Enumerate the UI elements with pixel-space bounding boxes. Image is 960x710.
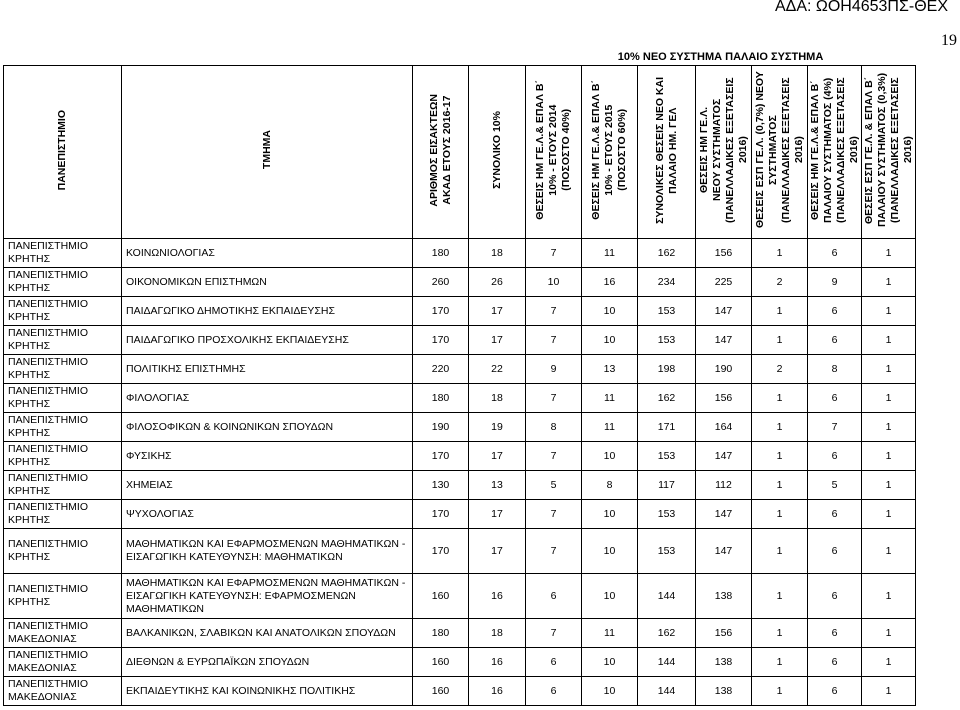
value-cell: 1 [752, 619, 808, 648]
value-cell: 1 [752, 239, 808, 268]
value-cell: 156 [696, 384, 752, 413]
value-cell: 6 [808, 442, 862, 471]
value-cell: 6 [808, 239, 862, 268]
value-cell: 7 [526, 619, 582, 648]
ada-stamp: ΑΔΑ: ΩΟΗ4653ΠΣ-ΘΕΧ [774, 0, 948, 15]
value-cell: 10 [582, 442, 638, 471]
value-cell: 6 [808, 529, 862, 574]
value-cell: 1 [752, 471, 808, 500]
value-cell: 1 [752, 442, 808, 471]
value-cell: 8 [582, 471, 638, 500]
value-cell: 1 [752, 574, 808, 619]
university-cell: ΠΑΝΕΠΙΣΤΗΜΙΟ ΜΑΚΕΔΟΝΙΑΣ [4, 619, 122, 648]
table-row [4, 326, 916, 355]
value-cell: 162 [638, 239, 696, 268]
value-cell: 138 [696, 648, 752, 677]
value-cell: 1 [862, 384, 916, 413]
value-cell: 1 [862, 239, 916, 268]
value-cell: 11 [582, 413, 638, 442]
table-row [4, 574, 916, 619]
value-cell: 17 [469, 500, 526, 529]
value-cell: 10 [582, 574, 638, 619]
university-cell: ΠΑΝΕΠΙΣΤΗΜΙΟ ΚΡΗΤΗΣ [4, 355, 122, 384]
value-cell: 234 [638, 268, 696, 297]
value-cell: 160 [413, 648, 469, 677]
value-cell: 1 [752, 529, 808, 574]
value-cell: 190 [696, 355, 752, 384]
value-cell: 147 [696, 326, 752, 355]
value-cell: 6 [808, 326, 862, 355]
value-cell: 162 [638, 384, 696, 413]
admissions-table [3, 49, 916, 706]
university-cell: ΠΑΝΕΠΙΣΤΗΜΙΟ ΚΡΗΤΗΣ [4, 326, 122, 355]
page-number: 19 [941, 32, 957, 49]
value-cell: 153 [638, 326, 696, 355]
value-cell: 180 [413, 384, 469, 413]
value-cell: 164 [696, 413, 752, 442]
value-cell: 6 [808, 297, 862, 326]
value-cell: 170 [413, 297, 469, 326]
value-cell: 18 [469, 384, 526, 413]
value-cell: 1 [752, 384, 808, 413]
table-row [4, 529, 916, 574]
col-2015-label: ΘΕΣΕΙΣ ΗΜ ΓΕ.Λ.& ΕΠΑΛ Β΄ 10% - ΕΤΟΥΣ 2015 (ΠΟΣΟΣΤΟ 60%) [590, 80, 628, 220]
header-band: 10% ΝΕΟ ΣΥΣΤΗΜΑ ΠΑΛΑΙΟ ΣΥΣΤΗΜΑ [526, 49, 916, 66]
col-university-label: ΠΑΝΕΠΙΣΤΗΜΙΟ [56, 109, 68, 191]
university-cell: ΠΑΝΕΠΙΣΤΗΜΙΟ ΜΑΚΕΔΟΝΙΑΣ [4, 677, 122, 706]
value-cell: 147 [696, 442, 752, 471]
value-cell: 16 [469, 648, 526, 677]
value-cell: 153 [638, 297, 696, 326]
department-cell: ΦΙΛΟΛΟΓΙΑΣ [122, 384, 413, 413]
value-cell: 130 [413, 471, 469, 500]
value-cell: 8 [808, 355, 862, 384]
col-new-system-header [696, 66, 752, 239]
col-2014-label: ΘΕΣΕΙΣ ΗΜ ΓΕ.Λ.& ΕΠΑΛ Β΄ 10% - ΕΤΟΥΣ 2014 (ΠΟΣΟΣΤΟ 40%) [534, 80, 572, 220]
value-cell: 10 [582, 648, 638, 677]
department-cell: ΜΑΘΗΜΑΤΙΚΩΝ ΚΑΙ ΕΦΑΡΜΟΣΜΕΝΩΝ ΜΑΘΗΜΑΤΙΚΩΝ - ΕΙΣΑΓΩΓΙΚΗ ΚΑΤΕΥΘΥΝΣΗ: ΜΑΘΗΜΑΤΙΚΩΝ [122, 529, 413, 574]
department-cell: ΦΥΣΙΚΗΣ [122, 442, 413, 471]
value-cell: 18 [469, 239, 526, 268]
value-cell: 26 [469, 268, 526, 297]
value-cell: 18 [469, 619, 526, 648]
value-cell: 160 [413, 677, 469, 706]
value-cell: 5 [526, 471, 582, 500]
value-cell: 153 [638, 529, 696, 574]
value-cell: 112 [696, 471, 752, 500]
department-cell: ΟΙΚΟΝΟΜΙΚΩΝ ΕΠΙΣΤΗΜΩΝ [122, 268, 413, 297]
col-esp-new-header [752, 66, 808, 239]
value-cell: 17 [469, 297, 526, 326]
value-cell: 1 [862, 268, 916, 297]
value-cell: 171 [638, 413, 696, 442]
university-cell: ΠΑΝΕΠΙΣΤΗΜΙΟ ΚΡΗΤΗΣ [4, 442, 122, 471]
col-department-header [122, 66, 413, 239]
department-cell: ΜΑΘΗΜΑΤΙΚΩΝ ΚΑΙ ΕΦΑΡΜΟΣΜΕΝΩΝ ΜΑΘΗΜΑΤΙΚΩΝ - ΕΙΣΑΓΩΓΙΚΗ ΚΑΤΕΥΘΥΝΣΗ: ΕΦΑΡΜΟΣΜΕΝΩΝ ΜΑΘΗΜΑΤΙΚΩΝ [122, 574, 413, 619]
value-cell: 147 [696, 529, 752, 574]
value-cell: 6 [808, 500, 862, 529]
value-cell: 10 [582, 529, 638, 574]
col-department-label: ΤΜΗΜΑ [260, 130, 273, 170]
value-cell: 5 [808, 471, 862, 500]
value-cell: 9 [526, 355, 582, 384]
value-cell: 7 [526, 384, 582, 413]
table-row [4, 239, 916, 268]
value-cell: 10 [582, 297, 638, 326]
department-cell: ΨΥΧΟΛΟΓΙΑΣ [122, 500, 413, 529]
department-cell: ΕΚΠΑΙΔΕΥΤΙΚΗΣ ΚΑΙ ΚΟΙΝΩΝΙΚΗΣ ΠΟΛΙΤΙΚΗΣ [122, 677, 413, 706]
value-cell: 1 [862, 355, 916, 384]
table-row [4, 413, 916, 442]
value-cell: 144 [638, 574, 696, 619]
value-cell: 1 [862, 297, 916, 326]
value-cell: 7 [526, 326, 582, 355]
value-cell: 11 [582, 384, 638, 413]
value-cell: 1 [752, 413, 808, 442]
value-cell: 260 [413, 268, 469, 297]
value-cell: 225 [696, 268, 752, 297]
value-cell: 6 [808, 384, 862, 413]
value-cell: 147 [696, 297, 752, 326]
header-row [4, 66, 916, 239]
table-row [4, 355, 916, 384]
table-body [4, 239, 916, 706]
value-cell: 1 [862, 677, 916, 706]
value-cell: 117 [638, 471, 696, 500]
value-cell: 9 [808, 268, 862, 297]
department-cell: ΦΙΛΟΣΟΦΙΚΩΝ & ΚΟΙΝΩΝΙΚΩΝ ΣΠΟΥΔΩΝ [122, 413, 413, 442]
value-cell: 147 [696, 500, 752, 529]
value-cell: 10 [582, 677, 638, 706]
value-cell: 138 [696, 574, 752, 619]
table-row [4, 648, 916, 677]
value-cell: 170 [413, 529, 469, 574]
value-cell: 16 [469, 574, 526, 619]
value-cell: 144 [638, 648, 696, 677]
table-row [4, 677, 916, 706]
col-esp-old-header [862, 66, 916, 239]
value-cell: 156 [696, 239, 752, 268]
value-cell: 7 [526, 500, 582, 529]
value-cell: 1 [862, 619, 916, 648]
value-cell: 1 [862, 574, 916, 619]
value-cell: 1 [752, 326, 808, 355]
value-cell: 1 [862, 500, 916, 529]
value-cell: 180 [413, 239, 469, 268]
value-cell: 1 [862, 529, 916, 574]
value-cell: 10 [582, 326, 638, 355]
value-cell: 138 [696, 677, 752, 706]
value-cell: 10 [526, 268, 582, 297]
value-cell: 17 [469, 529, 526, 574]
value-cell: 153 [638, 442, 696, 471]
department-cell: ΒΑΛΚΑΝΙΚΩΝ, ΣΛΑΒΙΚΩΝ ΚΑΙ ΑΝΑΤΟΛΙΚΩΝ ΣΠΟΥΔΩΝ [122, 619, 413, 648]
value-cell: 13 [582, 355, 638, 384]
table-row [4, 297, 916, 326]
value-cell: 6 [526, 648, 582, 677]
table-row [4, 442, 916, 471]
col-total-10-header [469, 66, 526, 239]
col-new-system-label: ΘΕΣΕΙΣ ΗΜ ΓΕ.Λ. ΝΕΟΥ ΣΥΣΤΗΜΑΤΟΣ (ΠΑΝΕΛΛΑΔΙΚΕΣ ΕΞΕΤΑΣΕΙΣ 2016) [697, 77, 749, 223]
value-cell: 7 [526, 297, 582, 326]
value-cell: 11 [582, 619, 638, 648]
col-total-new-old-header [638, 66, 696, 239]
university-cell: ΠΑΝΕΠΙΣΤΗΜΙΟ ΚΡΗΤΗΣ [4, 268, 122, 297]
value-cell: 220 [413, 355, 469, 384]
value-cell: 6 [808, 574, 862, 619]
value-cell: 22 [469, 355, 526, 384]
col-admissions-label: ΑΡΙΘΜΟΣ ΕΙΣΑΚΤΕΩΝ ΑΚΑΔ ΕΤΟΥΣ 2016-17 [427, 93, 453, 207]
value-cell: 170 [413, 500, 469, 529]
value-cell: 11 [582, 239, 638, 268]
value-cell: 180 [413, 619, 469, 648]
department-cell: ΠΑΙΔΑΓΩΓΙΚΟ ΠΡΟΣΧΟΛΙΚΗΣ ΕΚΠΑΙΔΕΥΣΗΣ [122, 326, 413, 355]
value-cell: 1 [862, 413, 916, 442]
value-cell: 6 [526, 677, 582, 706]
value-cell: 13 [469, 471, 526, 500]
value-cell: 1 [752, 677, 808, 706]
value-cell: 6 [526, 574, 582, 619]
value-cell: 17 [469, 326, 526, 355]
value-cell: 190 [413, 413, 469, 442]
university-cell: ΠΑΝΕΠΙΣΤΗΜΙΟ ΜΑΚΕΔΟΝΙΑΣ [4, 648, 122, 677]
department-cell: ΧΗΜΕΙΑΣ [122, 471, 413, 500]
university-cell: ΠΑΝΕΠΙΣΤΗΜΙΟ ΚΡΗΤΗΣ [4, 384, 122, 413]
university-cell: ΠΑΝΕΠΙΣΤΗΜΙΟ ΚΡΗΤΗΣ [4, 500, 122, 529]
table-row [4, 619, 916, 648]
value-cell: 1 [862, 326, 916, 355]
col-old-system-label: ΘΕΣΕΙΣ ΗΜ ΓΕ.Λ.& ΕΠΑΛ Β΄ ΠΑΛΑΙΟΥ ΣΥΣΤΗΜΑΤΟΣ (4%) (ΠΑΝΕΛΛΑΔΙΚΕΣ ΕΞΕΤΑΣΕΙΣ 2016) [808, 77, 860, 223]
value-cell: 6 [808, 648, 862, 677]
value-cell: 2 [752, 268, 808, 297]
value-cell: 7 [808, 413, 862, 442]
value-cell: 170 [413, 326, 469, 355]
col-total-10-label: ΣΥΝΟΛΙΚΟ 10% [490, 111, 503, 189]
value-cell: 162 [638, 619, 696, 648]
department-cell: ΚΟΙΝΩΝΙΟΛΟΓΙΑΣ [122, 239, 413, 268]
value-cell: 7 [526, 529, 582, 574]
value-cell: 19 [469, 413, 526, 442]
university-cell: ΠΑΝΕΠΙΣΤΗΜΙΟ ΚΡΗΤΗΣ [4, 239, 122, 268]
university-cell: ΠΑΝΕΠΙΣΤΗΜΙΟ ΚΡΗΤΗΣ [4, 529, 122, 574]
value-cell: 1 [862, 471, 916, 500]
col-old-system-header [808, 66, 862, 239]
col-2015-header [582, 66, 638, 239]
col-admissions-header [413, 66, 469, 239]
table-row [4, 471, 916, 500]
value-cell: 1 [862, 442, 916, 471]
value-cell: 1 [862, 648, 916, 677]
value-cell: 144 [638, 677, 696, 706]
value-cell: 1 [752, 297, 808, 326]
value-cell: 17 [469, 442, 526, 471]
value-cell: 1 [752, 500, 808, 529]
value-cell: 156 [696, 619, 752, 648]
value-cell: 1 [752, 648, 808, 677]
value-cell: 7 [526, 239, 582, 268]
value-cell: 160 [413, 574, 469, 619]
university-cell: ΠΑΝΕΠΙΣΤΗΜΙΟ ΚΡΗΤΗΣ [4, 471, 122, 500]
department-cell: ΠΑΙΔΑΓΩΓΙΚΟ ΔΗΜΟΤΙΚΗΣ ΕΚΠΑΙΔΕΥΣΗΣ [122, 297, 413, 326]
value-cell: 2 [752, 355, 808, 384]
col-esp-new-label: ΘΕΣΕΙΣ ΕΣΠ ΓΕ.Λ. (0,7%) ΝΕΟΥ ΣΥΣΤΗΜΑΤΟΣ (ΠΑΝΕΛΛΑΔΙΚΕΣ ΕΞΕΤΑΣΕΙΣ 2016) [753, 71, 805, 229]
table-row [4, 384, 916, 413]
university-cell: ΠΑΝΕΠΙΣΤΗΜΙΟ ΚΡΗΤΗΣ [4, 297, 122, 326]
university-cell: ΠΑΝΕΠΙΣΤΗΜΙΟ ΚΡΗΤΗΣ [4, 574, 122, 619]
university-cell: ΠΑΝΕΠΙΣΤΗΜΙΟ ΚΡΗΤΗΣ [4, 413, 122, 442]
value-cell: 8 [526, 413, 582, 442]
value-cell: 16 [582, 268, 638, 297]
department-cell: ΠΟΛΙΤΙΚΗΣ ΕΠΙΣΤΗΜΗΣ [122, 355, 413, 384]
value-cell: 170 [413, 442, 469, 471]
table-row [4, 500, 916, 529]
value-cell: 198 [638, 355, 696, 384]
col-esp-old-label: ΘΕΣΕΙΣ ΕΣΠ ΓΕ.Λ. & ΕΠΑΛ Β΄ ΠΑΛΑΙΟΥ ΣΥΣΤΗΜΑΤΟΣ (0,3%) (ΠΑΝΕΛΛΑΔΙΚΕΣ ΕΞΕΤΑΣΕΙΣ 2016) [862, 72, 914, 228]
value-cell: 7 [526, 442, 582, 471]
value-cell: 10 [582, 500, 638, 529]
department-cell: ΔΙΕΘΝΩΝ & ΕΥΡΩΠΑΪΚΩΝ ΣΠΟΥΔΩΝ [122, 648, 413, 677]
col-university-header [4, 66, 122, 239]
value-cell: 6 [808, 677, 862, 706]
value-cell: 153 [638, 500, 696, 529]
value-cell: 16 [469, 677, 526, 706]
value-cell: 6 [808, 619, 862, 648]
table-row [4, 268, 916, 297]
col-2014-header [526, 66, 582, 239]
col-total-new-old-label: ΣΥΝΟΛΙΚΕΣ ΘΕΣΕΙΣ ΝΕΟ ΚΑΙ ΠΑΛΑΙΟ ΗΜ. ΓΕΛ [653, 76, 679, 224]
